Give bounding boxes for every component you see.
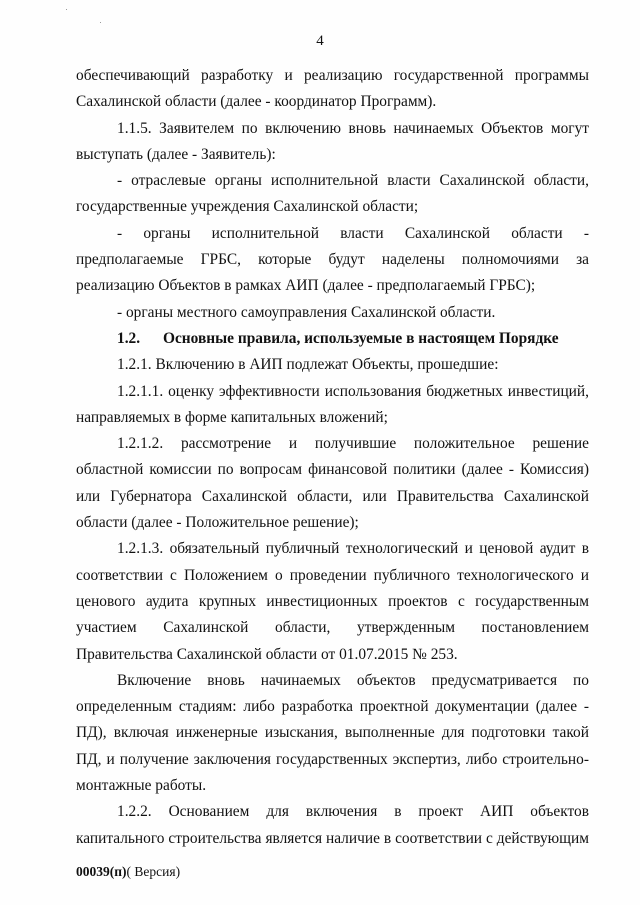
paragraph-applicant-local: - органы местного самоуправления Сахалинской области. bbox=[117, 303, 496, 321]
document-footer bbox=[76, 864, 180, 880]
paragraph-1-2-2: 1.2.2. Основанием для включения в проект АИП объектов капитального строительства является наличие в соответствии с действующим bbox=[76, 803, 589, 847]
document-version: ( Версия) bbox=[126, 864, 181, 879]
document-code: 00039(п) bbox=[76, 864, 127, 879]
paragraph-applicant-grbs: - органы исполнительной власти Сахалинской области - предполагаемые ГРБС, которые будут наделены полномочиями за реализацию Объектов в рамках АИП (далее - предполагаемый ГРБС); bbox=[76, 224, 589, 295]
paragraph-1-1-5: 1.1.5. Заявителем по включению вновь начинаемых Объектов могут выступать (далее - Заявитель): bbox=[76, 119, 589, 163]
paragraph-stages: Включение вновь начинаемых объектов предусматривается по определенным стадиям: либо разработка проектной документации (далее - ПД), включая инженерные изыскания, выполненные для подготовки такой ПД, и получение заключения государственных экспертиз, либо строительно-монтажные работы. bbox=[76, 671, 589, 795]
section-heading bbox=[76, 326, 589, 352]
paragraph-1-2-1-3: 1.2.1.3. обязательный публичный технологический и ценовой аудит в соответствии с Положением о проведении публичного технологического и ценового аудита крупных инвестиционных проектов с государственным участием Сахалинской области, утвержденным постановлением Правительства Сахалинской области от 01.07.2015 № 253. bbox=[76, 540, 589, 663]
paragraph-applicant-sectoral: - отраслевые органы исполнительной власти Сахалинской области, государственные учреждения Сахалинской области; bbox=[76, 172, 589, 216]
paragraph-coordinator: обеспечивающий разработку и реализацию государственной программы Сахалинской области (далее - координатор Программ). bbox=[76, 67, 589, 111]
section-number: 1.2. bbox=[117, 329, 141, 347]
page-number: 4 bbox=[316, 33, 324, 49]
paragraph-1-2-1-2: 1.2.1.2. рассмотрение и получившие положительное решение областной комиссии по вопросам финансовой политики (далее - Комиссия) или Губернатора Сахалинской области, или Правительства Сахалинской области (далее - Положительное решение); bbox=[76, 435, 589, 532]
paragraph-1-2-1: 1.2.1. Включению в АИП подлежат Объекты, прошедшие: bbox=[117, 356, 499, 374]
document-body bbox=[76, 63, 589, 852]
paragraph-1-2-1-1: 1.2.1.1. оценку эффективности использования бюджетных инвестиций, направляемых в форме капитальных вложений; bbox=[76, 382, 589, 426]
scan-speck bbox=[66, 9, 67, 10]
section-title: Основные правила, используемые в настоящем Порядке bbox=[163, 329, 559, 347]
scan-speck bbox=[100, 22, 101, 23]
